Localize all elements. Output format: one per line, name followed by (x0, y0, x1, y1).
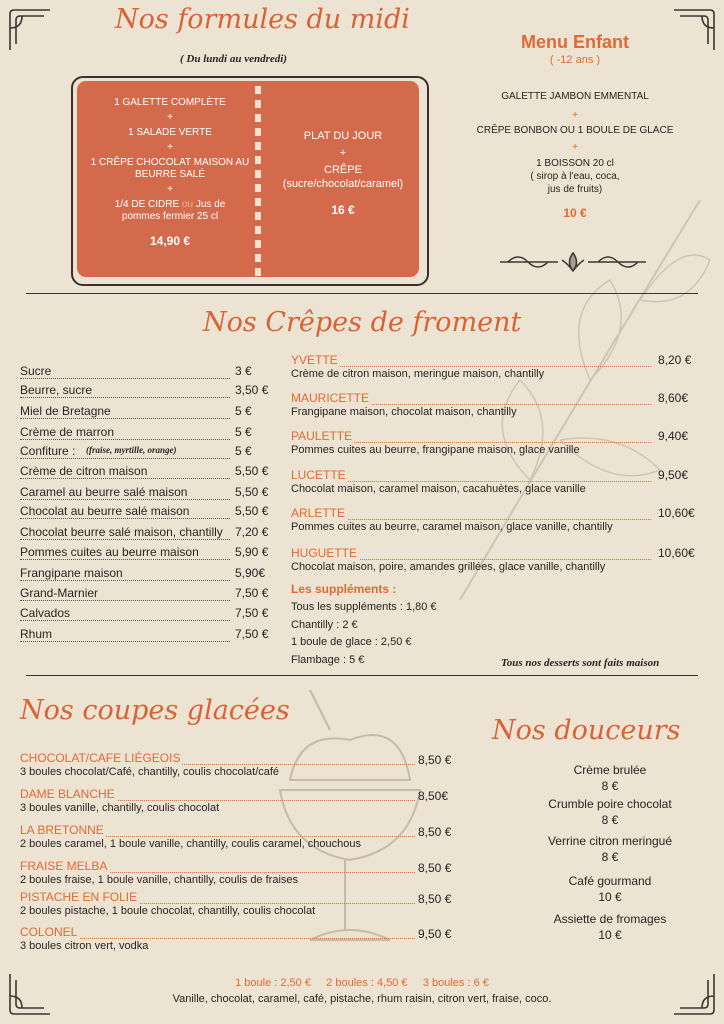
coupe-desc: 2 boules fraise, 1 boule vanille, chantilly, coulis de fraises (20, 874, 299, 886)
parfums-list: Vanille, chocolat, caramel, café, pistache, rhum raisin, citron vert, fraise, coco. (172, 993, 552, 1005)
plus-icon: + (339, 147, 347, 159)
menu-enfant (470, 32, 680, 66)
crepe-special-desc: Chocolat maison, caramel maison, cacahuètes, glace vanille (291, 483, 586, 495)
coupe-price: 8,50 € (418, 861, 452, 875)
douceur-name: Verrine citron meringué (547, 834, 673, 848)
crepe-simple-name: Rhum (20, 627, 53, 641)
crepe-simple-name: Crème de marron (20, 425, 115, 439)
crepe-simple-price: 5,50 € (235, 485, 269, 499)
crepe-simple-dots (20, 458, 230, 459)
crepe-special-price: 10,60€ (658, 506, 695, 520)
formule-right-item-2b: (sucre/chocolat/caramel) (282, 178, 404, 190)
crepe-simple-name: Chocolat beurre salé maison, chantilly (20, 525, 223, 539)
crepe-simple-price: 7,20 € (235, 525, 269, 539)
crepe-special-desc: Crème de citron maison, meringue maison, chantilly (291, 368, 545, 380)
crepe-special-desc: Pommes cuites au beurre, caramel maison, glace vanille, chantilly (291, 521, 613, 533)
crepe-simple-price: 3 € (235, 364, 252, 378)
enfant-age: ( -12 ans ) (549, 54, 601, 66)
supplement-item: Tous les suppléments : 1,80 € (291, 601, 437, 613)
crepe-special-price: 9,40€ (658, 429, 689, 443)
enfant-item-1: GALETTE JAMBON EMMENTAL (501, 91, 649, 102)
formules-subtitle: ( Du lundi au vendredi) (180, 53, 287, 65)
crepe-simple-price: 5,50 € (235, 464, 269, 478)
coupe-name: FRAISE MELBA (20, 859, 108, 873)
crepe-simple-dots (20, 378, 230, 379)
douceur-price: 8 € (601, 813, 619, 827)
crepe-special-name: ARLETTE (291, 506, 346, 520)
crepe-simple-name: Grand-Marnier (20, 586, 99, 600)
flourish-icon (498, 250, 648, 274)
douceur-name: Crème brulée (573, 763, 647, 777)
boules-prices: 1 boule : 2,50 € 2 boules : 4,50 € 3 boules : 6 € (235, 977, 489, 989)
crepe-special-price: 8,20 € (658, 353, 692, 367)
enfant-item-3a: 1 BOISSON 20 cl (536, 158, 614, 169)
crepe-simple-dots (20, 518, 230, 519)
douceur-name: Café gourmand (568, 874, 652, 888)
crepe-simple-price: 7,50 € (235, 586, 269, 600)
douceur-price: 8 € (601, 850, 619, 864)
formules-title: Nos formules du midi (115, 4, 410, 35)
coupe-name: CHOCOLAT/CAFE LIÉGEOIS (20, 751, 181, 765)
crepe-special-desc: Chocolat maison, poire, amandes grillées, glace vanille, chantilly (291, 561, 606, 573)
crepe-special-name: HUGUETTE (291, 546, 357, 560)
crepe-simple-price: 5,90 € (235, 545, 269, 559)
formule-left-item-4b: pommes fermier 25 cl (121, 211, 219, 222)
formule-left-item-1: 1 GALETTE COMPLÈTE (114, 97, 226, 108)
formule-right-item-2a: CRÊPE (324, 164, 362, 176)
coupe-name: LA BRETONNE (20, 823, 104, 837)
coupe-desc: 3 boules vanille, chantilly, coulis chocolat (20, 802, 220, 814)
formule-left-item-4a-ou: ou (181, 199, 194, 210)
supplements-list (291, 599, 437, 669)
crepe-simple-dots (20, 418, 230, 419)
crepe-simple-price: 3,50 € (235, 383, 269, 397)
section-divider-1 (26, 293, 698, 294)
formule-right-price: 16 € (331, 203, 355, 217)
crepe-simple-dots (20, 559, 230, 560)
crepe-simple-price: 5,50 € (235, 504, 269, 518)
plus-icon: + (167, 112, 173, 123)
crepe-special-desc: Frangipane maison, chocolat maison, chantilly (291, 406, 517, 418)
formule-right-item-1: PLAT DU JOUR (303, 130, 383, 142)
crepe-simple-dots (20, 641, 230, 642)
crepe-simple-name: Frangipane maison (20, 566, 123, 580)
crepes-title: Nos Crêpes de froment (203, 307, 522, 338)
coupe-desc: 3 boules citron vert, vodka (20, 940, 149, 952)
coupes-title: Nos coupes glacées (20, 695, 290, 726)
coupe-name: DAME BLANCHE (20, 787, 115, 801)
coupe-desc: 2 boules pistache, 1 boule chocolat, chantilly, coulis chocolat (20, 905, 316, 917)
crepe-simple-dots (20, 539, 230, 540)
coupe-price: 8,50 € (418, 892, 452, 906)
coupe-desc: 2 boules caramel, 1 boule vanille, chantilly, coulis caramel, chouchous (20, 838, 361, 850)
crepe-special-name: LUCETTE (291, 468, 346, 482)
formule-left-item-2: 1 SALADE VERTE (128, 127, 212, 138)
supplement-item: Chantilly : 2 € (291, 618, 358, 631)
crepe-simple-price: 5 € (235, 404, 252, 418)
formule-left-item-4a-prefix: 1/4 DE CIDRE (114, 199, 180, 210)
crepe-simple-price: 5 € (235, 444, 252, 458)
crepe-special-name: MAURICETTE (291, 391, 369, 405)
coupe-price: 8,50€ (418, 789, 449, 803)
formules-divider (255, 86, 261, 276)
crepe-simple-name: Crème de citron maison (20, 464, 148, 478)
crepe-special-price: 8,60€ (658, 391, 689, 405)
douceur-name: Crumble poire chocolat (548, 797, 672, 811)
crepe-simple-price: 5,90€ (235, 566, 266, 580)
crepe-simple-name: Sucre (20, 364, 52, 378)
enfant-item-3c: jus de fruits) (547, 184, 603, 195)
crepe-simple-name: Miel de Bretagne (20, 404, 111, 418)
formule-left-price: 14,90 € (149, 234, 191, 248)
crepe-simple-name: Chocolat au beurre salé maison (20, 504, 190, 518)
formules-left (90, 97, 250, 247)
plus-icon: + (572, 142, 578, 153)
coupe-name: PISTACHE EN FOLIE (20, 890, 138, 904)
enfant-items (460, 90, 690, 220)
crepe-simple-price: 7,50 € (235, 627, 269, 641)
formule-left-item-3a: 1 CRÊPE CHOCOLAT MAISON AU (90, 157, 250, 168)
crepe-special-name: YVETTE (291, 353, 338, 367)
crepe-simple-dots (20, 620, 230, 621)
section-divider-2 (26, 675, 698, 676)
supplements-title: Les suppléments : (291, 582, 397, 596)
coupe-price: 8,50 € (418, 825, 452, 839)
plus-icon: + (572, 110, 578, 121)
crepe-simple-name: Caramel au beurre salé maison (20, 485, 188, 499)
crepe-special-price: 9,50€ (658, 468, 689, 482)
crepe-special-dots (291, 366, 651, 367)
coupe-price: 8,50 € (418, 753, 452, 767)
crepe-special-name: PAULETTE (291, 429, 353, 443)
coupe-desc: 3 boules chocolat/Café, chantilly, coulis chocolat/café (20, 766, 280, 778)
crepe-simple-note: (fraise, myrtille, orange) (86, 445, 177, 455)
crepe-simple-name: Calvados (20, 606, 71, 620)
sundae-sketch-icon (270, 690, 430, 970)
douceurs-title: Nos douceurs (492, 715, 681, 746)
coupe-name: COLONEL (20, 925, 78, 939)
enfant-item-2: CRÊPE BONBON OU 1 BOULE DE GLACE (476, 125, 674, 136)
crepe-simple-price: 7,50 € (235, 606, 269, 620)
crepe-simple-dots (20, 499, 230, 500)
plus-icon: + (167, 142, 173, 153)
enfant-item-3b: ( sirop à l'eau, coca, (530, 171, 620, 182)
enfant-price: 10 € (563, 206, 587, 220)
crepes-footer: Tous nos desserts sont faits maison (501, 657, 660, 669)
corner-ornament-top-left-icon (6, 6, 52, 52)
crepe-simple-name: Confiture : (20, 444, 76, 458)
douceur-price: 10 € (598, 928, 622, 942)
douceur-price: 10 € (598, 890, 622, 904)
formule-left-item-4a (90, 199, 250, 211)
supplement-item: 1 boule de glace : 2,50 € (291, 636, 412, 648)
crepe-simple-dots (20, 580, 230, 581)
formule-left-item-3b: BEURRE SALÉ (134, 169, 206, 180)
crepe-simple-name: Beurre, sucre (20, 383, 93, 397)
crepe-simple-dots (20, 600, 230, 601)
formules-right (268, 129, 418, 217)
crepe-simple-dots (20, 439, 230, 440)
crepe-simple-dots (20, 397, 230, 398)
supplement-item: Flambage : 5 € (291, 653, 365, 666)
coupe-price: 9,50 € (418, 927, 452, 941)
douceur-price: 8 € (601, 779, 619, 793)
crepe-simple-price: 5 € (235, 425, 252, 439)
enfant-title: Menu Enfant (521, 32, 629, 52)
plus-icon: + (167, 184, 173, 195)
crepe-special-price: 10,60€ (658, 546, 695, 560)
formule-left-item-4a-suffix: Jus de (195, 199, 226, 210)
crepe-simple-name: Pommes cuites au beurre maison (20, 545, 199, 559)
crepe-simple-dots (20, 478, 230, 479)
crepe-special-desc: Pommes cuites au beurre, frangipane maison, glace vanille (291, 444, 580, 456)
douceur-name: Assiette de fromages (553, 912, 667, 926)
